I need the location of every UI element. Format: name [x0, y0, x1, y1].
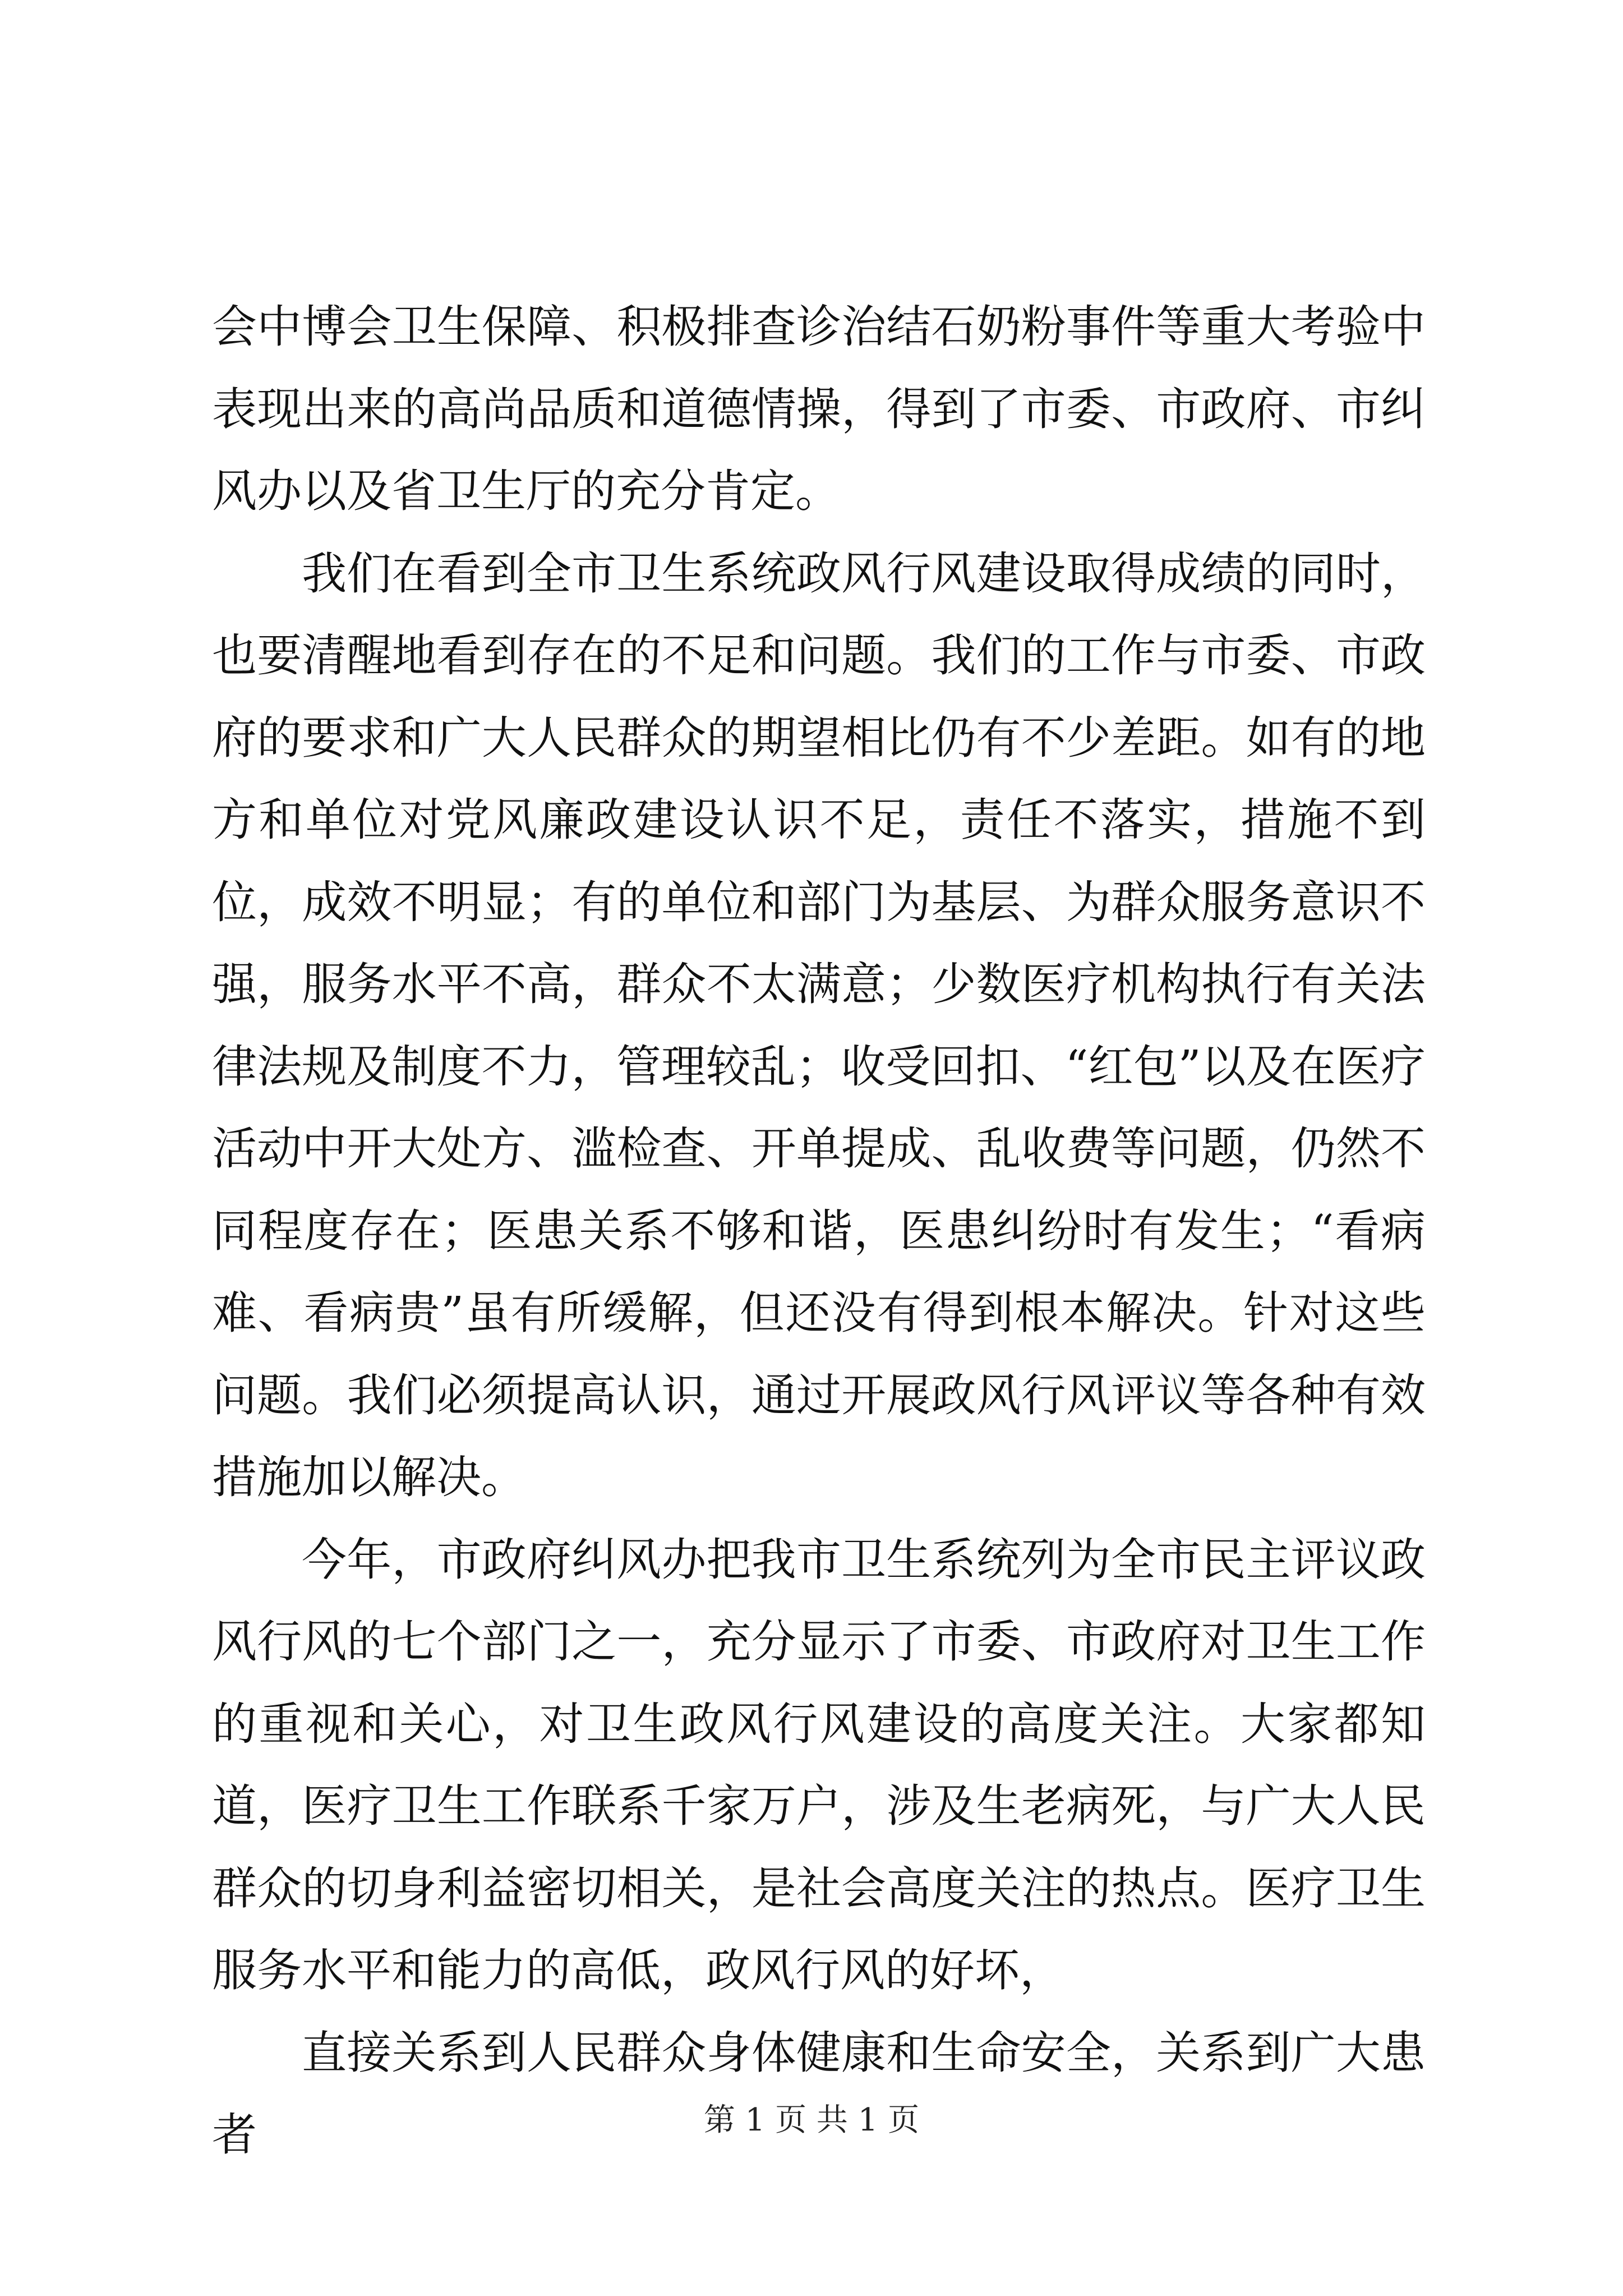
paragraph-2: 我们在看到全市卫生系统政风行风建设取得成绩的同时，也要清醒地看到存在的不足和问题。我们的工作与市委、市政府的要求和广大人民群众的期望相比仍有不少差距。如有的地方和单位对党风廉政建设认识不足，责任不落实，措施不到位，成效不明显；有的单位和部门为基层、为群众服务意识不强，服务水平不高，群众不太满意；少数医疗机构执行有关法律法规及制度不力，管理较乱；收受回扣、“红包”以及在医疗活动中开大处方、滥检查、开单提成、乱收费等问题，仍然不同程度存在；医患关系不够和谐，医患纠纷时有发生；“看病难、看病贵”虽有所缓解，但还没有得到根本解决。针对这些问题。我们必须提高认识，通过开展政风行风评议等各种有效措施加以解决。 — [212, 547, 1426, 1503]
paragraph-3: 今年，市政府纠风办把我市卫生系统列为全市民主评议政风行风的七个部门之一，充分显示了市委、市政府对卫生工作的重视和关心，对卫生政风行风建设的高度关注。大家都知道，医疗卫生工作联系千家万户，涉及生老病死，与广大人民群众的切身利益密切相关，是社会高度关注的热点。医疗卫生服务水平和能力的高低，政风行风的好坏， — [212, 1533, 1426, 1996]
document-body — [212, 286, 1426, 2177]
paragraph-4: 直接关系到人民群众身体健康和生命安全，关系到广大患者 — [212, 2026, 1426, 2161]
paragraph-1: 会中博会卫生保障、积极排查诊治结石奶粉事件等重大考验中表现出来的高尚品质和道德情操，得到了市委、市政府、市纠风办以及省卫生厅的充分肯定。 — [212, 301, 1426, 517]
page-number-footer: 第 1 页 共 1 页 — [703, 2102, 920, 2138]
